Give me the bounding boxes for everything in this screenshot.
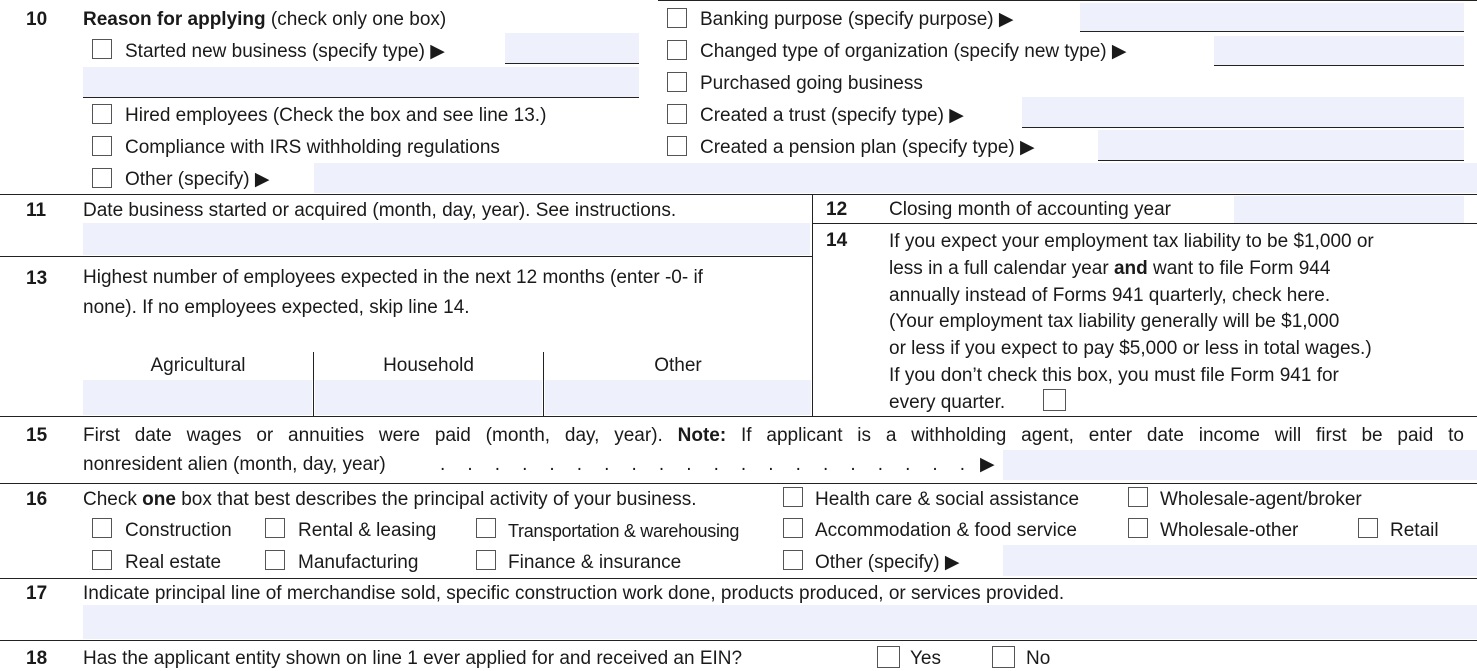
other-employees-header: Other — [654, 355, 702, 376]
real-estate-checkbox[interactable] — [92, 550, 112, 570]
retail-label: Retail — [1390, 520, 1439, 541]
line-13-number: 13 — [26, 268, 48, 289]
arrow-right-icon: ▶ — [254, 169, 270, 190]
created-pension-label — [700, 136, 1035, 160]
changed-organization-checkbox[interactable] — [667, 40, 687, 60]
first-wages-date-field[interactable] — [1003, 450, 1477, 480]
rental-leasing-checkbox[interactable] — [265, 518, 285, 538]
line-10-title-note: (check only one box) — [270, 9, 447, 30]
line-11-text: Date business started or acquired (month, day, year). See instructions. — [83, 200, 677, 221]
transportation-checkbox[interactable] — [476, 518, 496, 538]
household-header: Household — [383, 355, 474, 376]
line-15-note: Note: — [677, 425, 727, 446]
other-reason-field[interactable] — [314, 163, 1477, 193]
started-new-business-checkbox[interactable] — [92, 39, 112, 59]
line-13-text-2: none). If no employees expected, skip line 14. — [83, 297, 470, 318]
line-16-intro-a: Check — [83, 489, 143, 510]
created-trust-label — [700, 104, 964, 128]
household-employees-field[interactable] — [315, 380, 542, 415]
arrow-right-icon: ▶ — [998, 9, 1014, 30]
line-15-text-1a: First date wages or annuities were paid (month, day, year). — [83, 425, 663, 446]
manufacturing-checkbox[interactable] — [265, 550, 285, 570]
line-14-text-4: (Your employment tax liability generally will be $1,000 — [889, 311, 1340, 333]
line-15-leader-dots: . . . . . . . . . . . . . . . . . . . . — [440, 454, 966, 475]
started-business-type-field[interactable] — [505, 33, 639, 64]
line-16-number: 16 — [26, 489, 48, 510]
transportation-label: Transportation & warehousing — [508, 521, 740, 541]
health-care-label: Health care & social assistance — [815, 489, 1080, 510]
line-14-text-6: If you don’t check this box, you must file Form 941 for — [889, 364, 1339, 386]
rental-leasing-label: Rental & leasing — [298, 520, 437, 541]
line-14-text-2b: and — [1113, 257, 1148, 279]
line-16-intro-b: one — [142, 489, 176, 510]
other-activity-text: Other (specify) — [815, 552, 940, 573]
other-activity-field[interactable] — [1003, 545, 1477, 576]
purchased-business-checkbox[interactable] — [667, 72, 687, 92]
compliance-label: Compliance with IRS withholding regulations — [125, 137, 500, 158]
line-11-number: 11 — [26, 200, 47, 221]
top-rule — [658, 0, 1477, 1]
created-trust-checkbox[interactable] — [667, 104, 687, 124]
form-944-checkbox[interactable] — [1043, 389, 1066, 411]
created-pension-checkbox[interactable] — [667, 136, 687, 156]
employees-col-divider-1 — [313, 352, 314, 416]
line-10-number: 10 — [26, 9, 48, 30]
accommodation-label: Accommodation & food service — [815, 520, 1077, 541]
created-pension-field[interactable] — [1098, 130, 1464, 161]
health-care-checkbox[interactable] — [783, 487, 803, 507]
other-activity-checkbox[interactable] — [783, 550, 803, 570]
other-employees-field[interactable] — [545, 380, 811, 415]
rule-after-line-13-14 — [0, 416, 1477, 417]
line-10-title: Reason for applying — [83, 9, 266, 30]
hired-employees-checkbox[interactable] — [92, 104, 112, 124]
principal-line-field[interactable] — [83, 605, 1477, 639]
started-new-business-label — [125, 40, 445, 64]
line-15-text-2: nonresident alien (month, day, year) — [83, 454, 386, 475]
ein-no-checkbox[interactable] — [992, 646, 1015, 668]
line-16-intro-c: box that best describes the principal activity of your business. — [175, 489, 697, 510]
construction-checkbox[interactable] — [92, 518, 112, 538]
rule-after-line-17 — [0, 640, 1477, 641]
created-trust-field[interactable] — [1022, 97, 1464, 128]
line-12-number: 12 — [826, 199, 848, 220]
real-estate-label: Real estate — [125, 552, 222, 573]
line-17-text: Indicate principal line of merchandise sold, specific construction work done, products produced, or services provided. — [83, 583, 1065, 604]
construction-label: Construction — [125, 520, 232, 541]
agricultural-employees-field[interactable] — [83, 380, 312, 415]
line-15-text-1b: If applicant is a withholding agent, enter date income will first be paid to — [741, 425, 1464, 446]
created-trust-text: Created a trust (specify type) — [700, 105, 944, 126]
other-activity-label — [815, 551, 960, 575]
finance-insurance-label: Finance & insurance — [508, 552, 682, 573]
banking-purpose-label — [700, 8, 1014, 32]
rule-after-line-11 — [0, 256, 812, 257]
line-14-text-1: If you expect your employment tax liability to be $1,000 or — [889, 231, 1374, 252]
line-14-text-3: annually instead of Forms 941 quarterly, check here. — [889, 284, 1331, 306]
hired-employees-label: Hired employees (Check the box and see line 13.) — [125, 105, 547, 126]
ein-yes-checkbox[interactable] — [877, 646, 900, 668]
employees-col-divider-2 — [543, 352, 544, 416]
finance-insurance-checkbox[interactable] — [476, 550, 496, 570]
line-12-text: Closing month of accounting year — [889, 199, 1171, 220]
arrow-right-icon: ▶ — [430, 41, 445, 62]
wholesale-agent-label: Wholesale-agent/broker — [1160, 489, 1362, 510]
closing-month-field[interactable] — [1234, 196, 1464, 223]
date-business-started-field[interactable] — [83, 223, 810, 255]
banking-purpose-text: Banking purpose (specify purpose) — [700, 9, 994, 30]
line-18-text: Has the applicant entity shown on line 1 ever applied for and received an EIN? — [83, 648, 743, 669]
line-14-text-2 — [889, 256, 1459, 283]
line-17-number: 17 — [26, 583, 48, 604]
arrow-right-icon: ▶ — [980, 454, 995, 475]
purchased-business-label: Purchased going business — [700, 73, 923, 94]
column-divider — [812, 194, 813, 416]
created-pension-text: Created a pension plan (specify type) — [700, 137, 1015, 158]
changed-organization-text: Changed type of organization (specify new type) — [700, 41, 1107, 62]
line-16-intro — [83, 488, 697, 512]
other-reason-label — [125, 168, 270, 192]
line-14-text-7: every quarter. — [889, 391, 1006, 413]
line-14-text-5: or less if you expect to pay $5,000 or less in total wages.) — [889, 338, 1372, 360]
line-18-number: 18 — [26, 648, 48, 669]
agricultural-header: Agricultural — [150, 355, 246, 376]
ein-yes-label: Yes — [910, 648, 941, 669]
other-reason-checkbox[interactable] — [92, 168, 112, 188]
line-15-number: 15 — [26, 425, 48, 446]
retail-checkbox[interactable] — [1358, 518, 1378, 538]
line-14-paragraph — [889, 229, 1459, 417]
line-13-text-1: Highest number of employees expected in the next 12 months (enter -0- if — [83, 267, 703, 288]
manufacturing-label: Manufacturing — [298, 552, 419, 573]
wholesale-other-label: Wholesale-other — [1160, 520, 1299, 541]
banking-purpose-checkbox[interactable] — [667, 8, 687, 28]
wholesale-other-checkbox[interactable] — [1128, 518, 1148, 538]
line-14-text-2c: want to file Form 944 — [1147, 257, 1331, 279]
line-14-text-2a: less in a full calendar year — [889, 257, 1114, 279]
banking-purpose-field[interactable] — [1080, 3, 1464, 32]
arrow-right-icon: ▶ — [1020, 137, 1035, 158]
changed-organization-label — [700, 40, 1127, 64]
compliance-checkbox[interactable] — [92, 136, 112, 156]
rule-after-line-16 — [0, 578, 1477, 579]
line-10-heading — [83, 8, 446, 32]
line-14-number: 14 — [826, 230, 848, 251]
started-new-business-text: Started new business (specify type) — [125, 41, 425, 62]
changed-organization-field[interactable] — [1214, 36, 1464, 66]
wholesale-agent-checkbox[interactable] — [1128, 487, 1148, 507]
rule-after-line-10 — [0, 194, 1477, 195]
ein-no-label: No — [1026, 648, 1051, 669]
other-reason-text: Other (specify) — [125, 169, 250, 190]
accommodation-checkbox[interactable] — [783, 518, 803, 538]
started-business-type-field-line2[interactable] — [83, 67, 639, 98]
arrow-right-icon: ▶ — [949, 105, 964, 126]
rule-after-line-12 — [812, 223, 1477, 224]
arrow-right-icon: ▶ — [1111, 41, 1127, 62]
line-15-text-1 — [83, 424, 1464, 448]
arrow-right-icon: ▶ — [944, 552, 960, 573]
rule-after-line-15 — [0, 483, 1477, 484]
